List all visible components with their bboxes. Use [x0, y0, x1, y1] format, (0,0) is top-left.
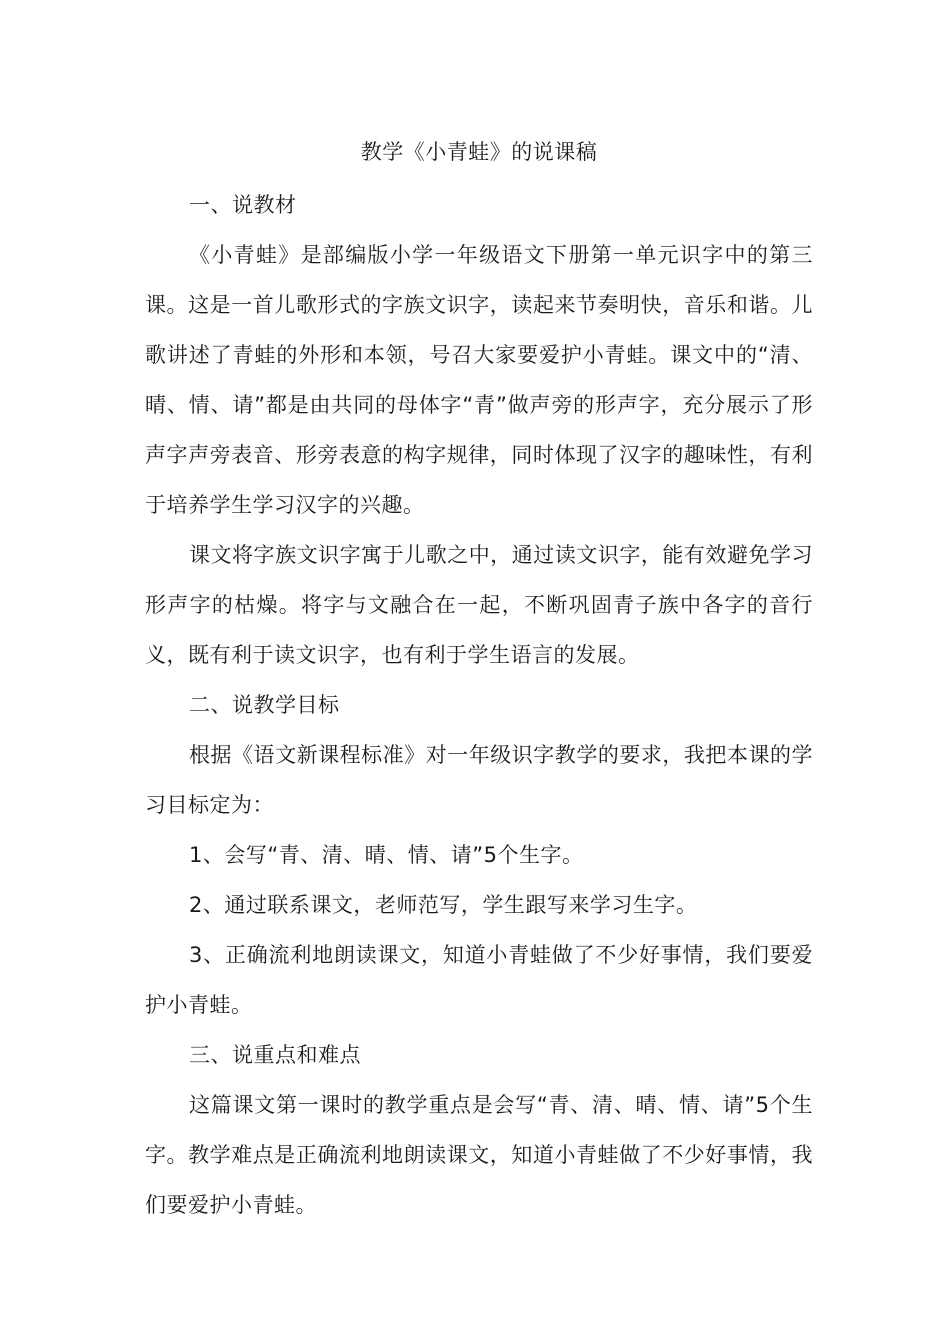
section-heading-textbook: 一、说教材 [189, 193, 297, 217]
goal-item-3: 3、正确流利地朗读课文，知道小青蛙做了不少好事情，我们要爱护小青蛙。 [145, 943, 813, 1017]
goal-item-1: 1、会写“青、清、晴、情、请”5个生字。 [189, 843, 584, 867]
paragraph-textbook-intro: 《小青蛙》是部编版小学一年级语文下册第一单元识字中的第三课。这是一首儿歌形式的字族文识字，读起来节奏明快，音乐和谐。儿歌讲述了青蛙的外形和本领，号召大家要爱护小青蛙。课文中的“清、晴、情、请”都是由共同的母体字“青”做声旁的形声字，充分展示了形声字声旁表音、形旁表意的构字规律，同时体现了汉字的趣味性，有利于培养学生学习汉字的兴趣。 [145, 243, 813, 517]
document-page [145, 130, 813, 1230]
document-title: 教学《小青蛙》的说课稿 [360, 140, 598, 164]
paragraph-textbook-method: 课文将字族文识字寓于儿歌之中，通过读文识字，能有效避免学习形声字的枯燥。将字与文融合在一起，不断巩固青子族中各字的音行义，既有利于读文识字，也有利于学生语言的发展。 [145, 543, 813, 667]
paragraph-goals-intro: 根据《语文新课程标准》对一年级识字教学的要求，我把本课的学习目标定为： [145, 743, 813, 817]
paragraph-key-points: 这篇课文第一课时的教学重点是会写“青、清、晴、情、请”5个生字。教学难点是正确流利地朗读课文，知道小青蛙做了不少好事情，我们要爱护小青蛙。 [145, 1093, 813, 1217]
goal-item-2: 2、通过联系课文，老师范写，学生跟写来学习生字。 [189, 893, 698, 917]
section-heading-goals: 二、说教学目标 [189, 693, 340, 717]
section-heading-key-points: 三、说重点和难点 [189, 1043, 361, 1067]
